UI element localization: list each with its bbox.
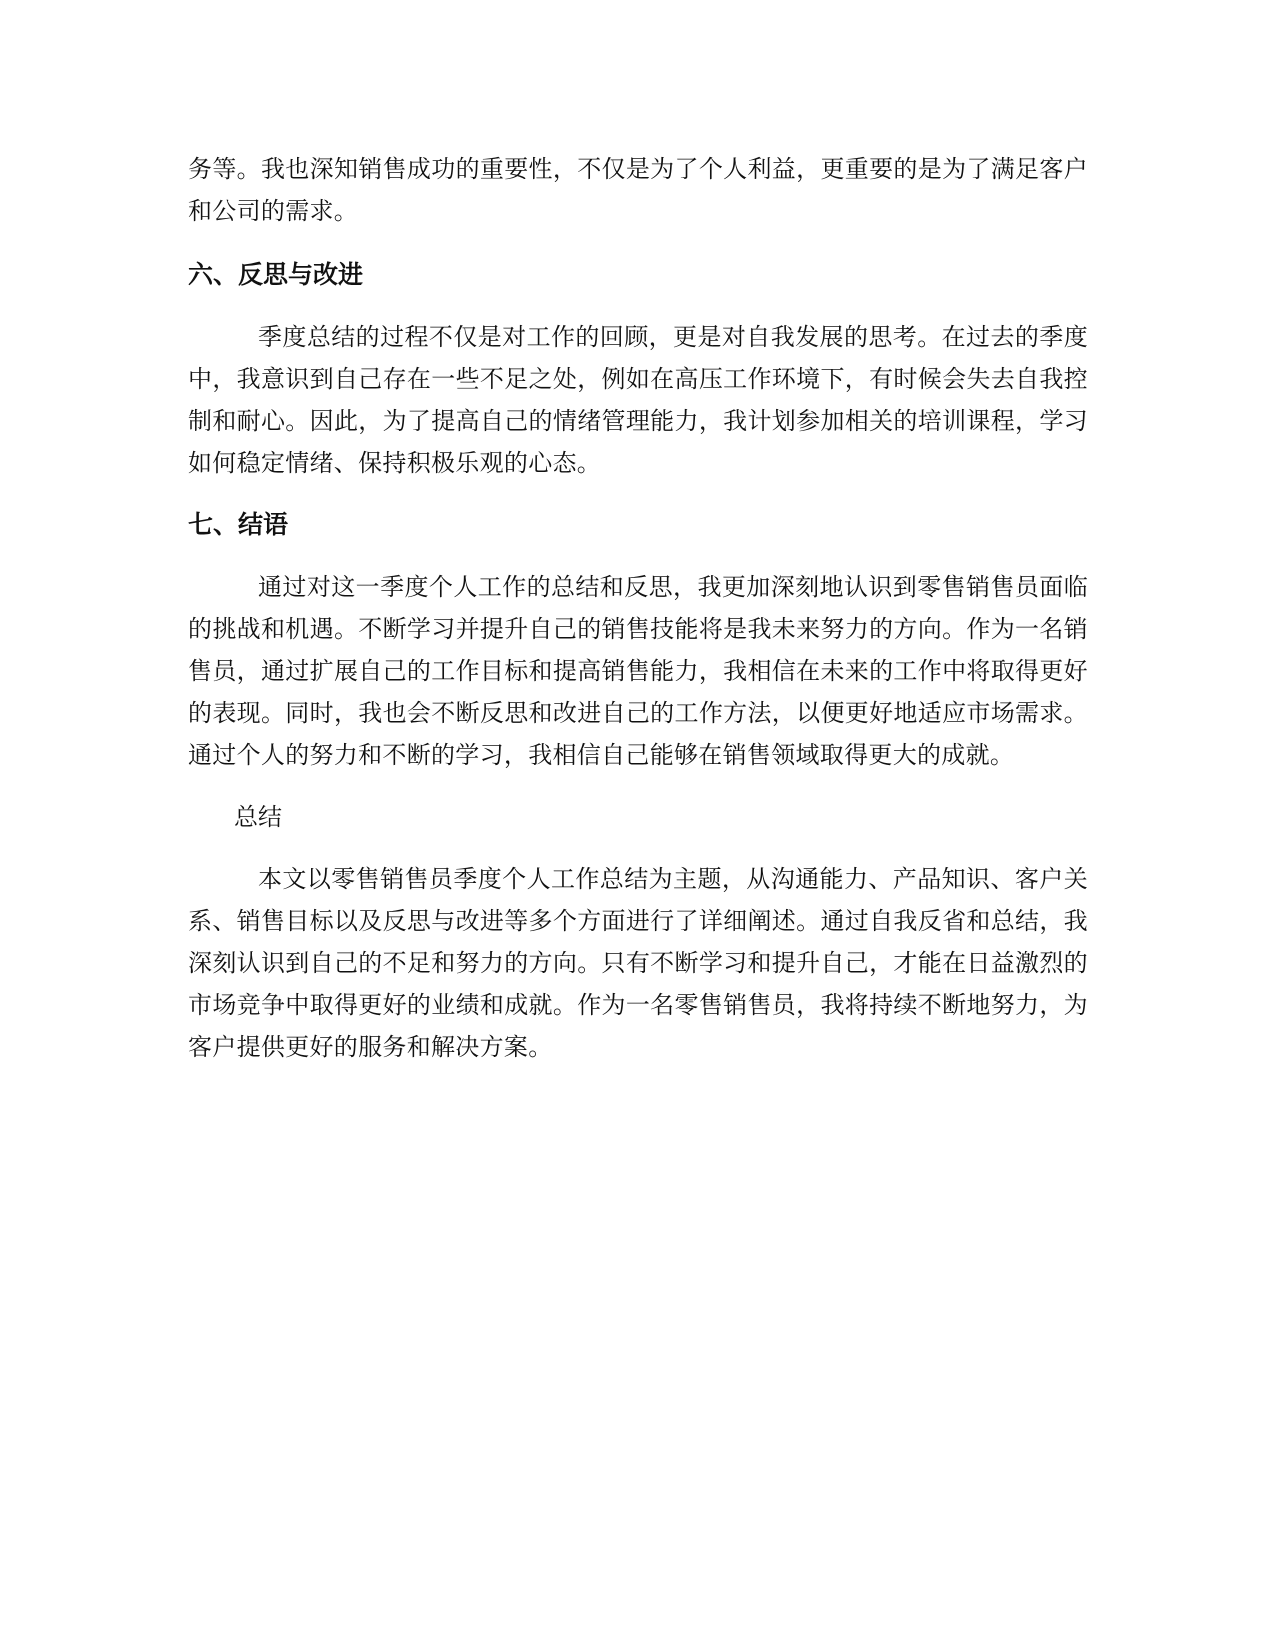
section-6-paragraph: 季度总结的过程不仅是对工作的回顾，更是对自我发展的思考。在过去的季度中，我意识到自己存在一些不足之处，例如在高压工作环境下，有时候会失去自我控制和耐心。因此，为了提高自己的情绪管理能力，我计划参加相关的培训课程，学习如何稳定情绪、保持积极乐观的心态。 (188, 323, 1088, 477)
section-7-paragraph: 通过对这一季度个人工作的总结和反思，我更加深刻地认识到零售销售员面临的挑战和机遇。不断学习并提升自己的销售技能将是我未来努力的方向。作为一名销售员，通过扩展自己的工作目标和提高销售能力，我相信在未来的工作中将取得更好的表现。同时，我也会不断反思和改进自己的工作方法，以便更好地适应市场需求。通过个人的努力和不断的学习，我相信自己能够在销售领域取得更大的成就。 (188, 573, 1088, 769)
document-body (188, 148, 1088, 1068)
section-6-heading: 六、反思与改进 (188, 260, 364, 289)
intro-paragraph: 务等。我也深知销售成功的重要性，不仅是为了个人利益，更重要的是为了满足客户和公司的需求。 (188, 155, 1088, 225)
summary-paragraph: 本文以零售销售员季度个人工作总结为主题，从沟通能力、产品知识、客户关系、销售目标以及反思与改进等多个方面进行了详细阐述。通过自我反省和总结，我深刻认识到自己的不足和努力的方向。只有不断学习和提升自己，才能在日益激烈的市场竞争中取得更好的业绩和成就。作为一名零售销售员，我将持续不断地努力，为客户提供更好的服务和解决方案。 (188, 865, 1088, 1061)
section-7-heading: 七、结语 (188, 510, 289, 539)
summary-label: 总结 (234, 803, 282, 831)
